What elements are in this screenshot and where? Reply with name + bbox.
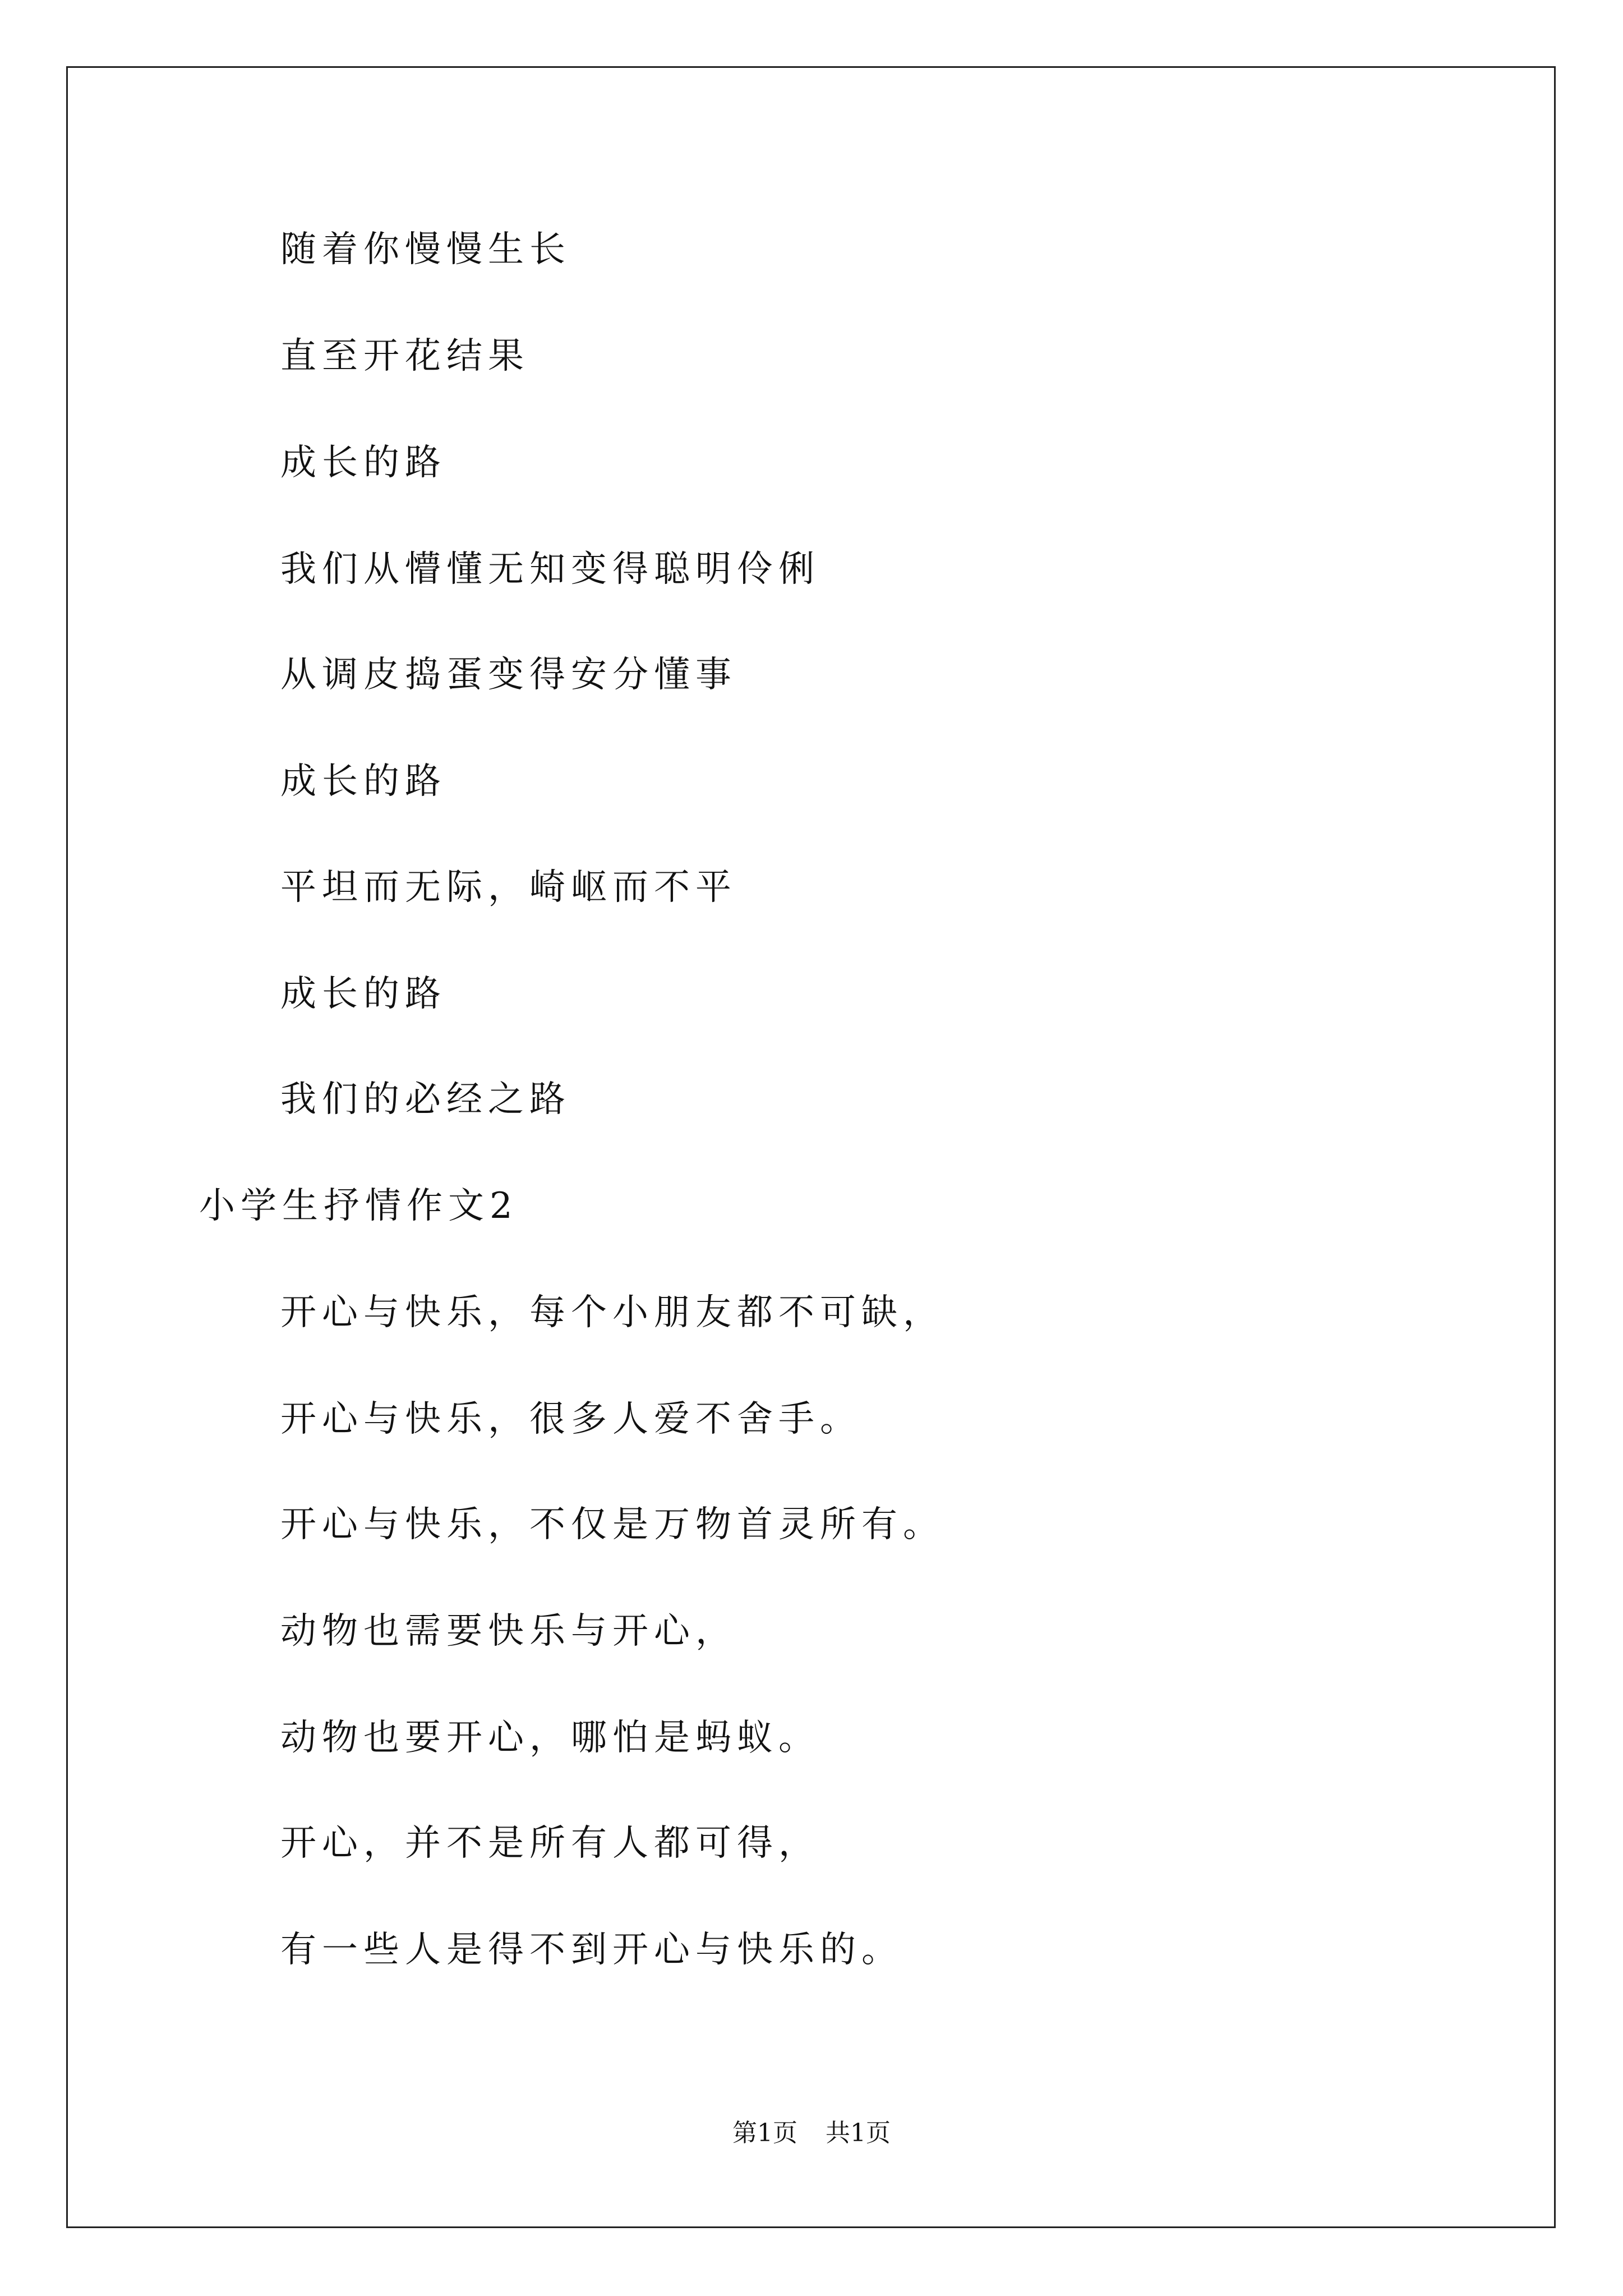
poem-line: 我们的必经之路 [280,1079,571,1120]
poem-line: 从调皮捣蛋变得安分懂事 [280,654,737,696]
poem-line: 成长的路 [280,442,446,484]
poem-line: 成长的路 [280,761,446,802]
section-heading: 小学生抒情作文2 [199,1185,518,1227]
poem-line: 直至开花结果 [280,335,529,377]
total-pages: 共1页 [826,2119,891,2147]
poem-line: 动物也要开心，哪怕是蚂蚁。 [280,1717,820,1759]
page-footer [0,2118,1623,2149]
page-number: 第1页 [732,2119,797,2147]
page-border [66,66,1556,2228]
poem-line: 有一些人是得不到开心与快乐的。 [280,1929,903,1971]
poem-line: 随着你慢慢生长 [280,229,571,270]
poem-line: 开心，并不是所有人都可得， [280,1823,820,1864]
poem-line: 成长的路 [280,973,446,1015]
poem-line: 平坦而无际，崎岖而不平 [280,867,737,908]
poem-line: 开心与快乐，很多人爱不舍手。 [280,1398,861,1440]
poem-line: 动物也需要快乐与开心， [280,1611,737,1652]
poem-line: 我们从懵懂无知变得聪明伶俐 [280,549,820,590]
poem-line: 开心与快乐，每个小朋友都不可缺， [280,1292,944,1333]
poem-line: 开心与快乐，不仅是万物首灵所有。 [280,1504,944,1545]
